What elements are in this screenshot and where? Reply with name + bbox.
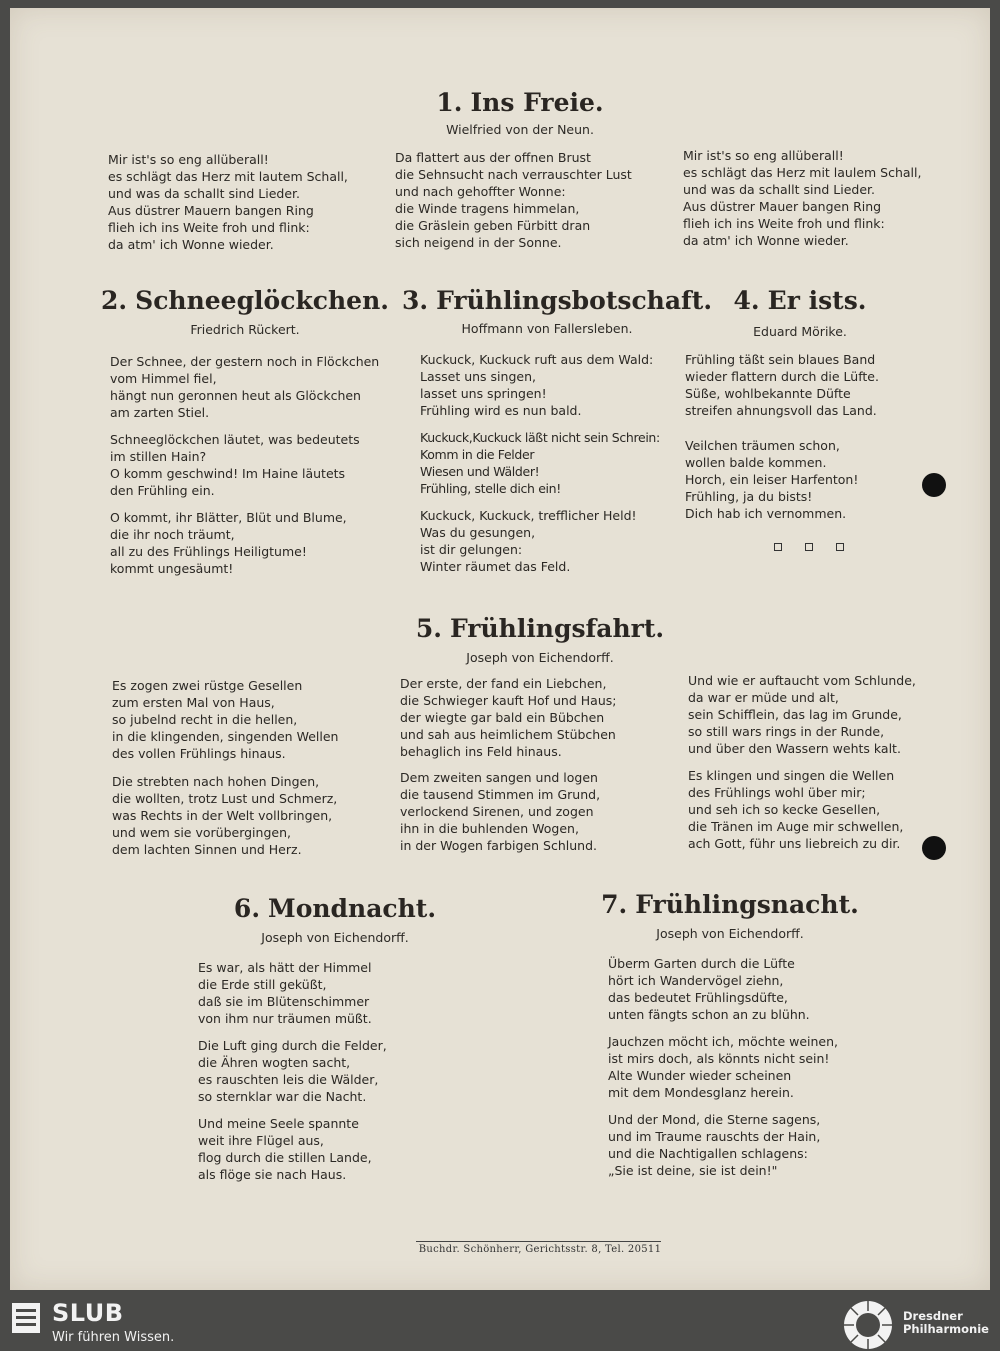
- phil-line-1: Dresdner: [903, 1309, 963, 1323]
- poem-7-stanza: Jauchzen möcht ich, möchte weinen, ist mirs doch, als könnts nicht sein! Alte Wunder wieder scheinen mit dem Mondesglanz herein.: [608, 1034, 838, 1100]
- poem-6-title: 6. Mondnacht.: [233, 894, 437, 923]
- poem-1-column: Mir ist's so eng allüberall! es schlägt das Herz mit lautem Schall, und was da schallt sind Lieder. Aus düstrer Mauern bangen Ring flieh ich ins Weite froh und flink: da atm' ich Wonne wieder.: [108, 152, 348, 252]
- poem-1-column: Mir ist's so eng allüberall! es schlägt das Herz mit laulem Schall, und was da schallt sind Lieder. Aus düstrer Mauer bangen Ring flieh ich ins Weite froh und flink: da atm' ich Wonne wieder.: [683, 148, 922, 248]
- poem-1-author: Wielfried von der Neun.: [446, 122, 594, 137]
- slub-tagline: Wir führen Wissen.: [52, 1330, 175, 1345]
- slub-logo-icon: [12, 1303, 40, 1333]
- poem-2-title: 2. Schneeglöckchen.: [101, 286, 389, 315]
- poem-4-stanza: Frühling täßt sein blaues Band wieder flattern durch die Lüfte. Süße, wohlbekannte Düfte streifen ahnungsvoll das Land.: [685, 352, 879, 418]
- poem-7-author: Joseph von Eichendorff.: [656, 926, 804, 941]
- poem-5-title: 5. Frühlingsfahrt.: [415, 614, 665, 643]
- poem-4-stanza: Veilchen träumen schon, wollen balde kommen. Horch, ein leiser Harfenton! Frühling, ja du bists! Dich hab ich vernommen.: [685, 438, 859, 521]
- poem-2-author: Friedrich Rückert.: [190, 322, 300, 337]
- philharmonie-logo-icon: [842, 1299, 894, 1351]
- poem-7-stanza: Überm Garten durch die Lüfte hört ich Wandervögel ziehn, das bedeutet Frühlingsdüfte, unten fängts schon an zu blühn.: [608, 956, 810, 1022]
- poem-3-stanza: Kuckuck, Kuckuck ruft aus dem Wald: Lasset uns singen, lasset uns springen! Frühling wird es nun bald.: [420, 352, 654, 418]
- slub-name[interactable]: SLUB: [52, 1299, 124, 1327]
- poem-5-stanza: Und wie er auftaucht vom Schlunde, da war er müde und alt, sein Schifflein, das lag im Grunde, so still wars rings in der Runde, und über den Wassern wehts kalt.: [688, 673, 916, 756]
- poem-3-stanza: Kuckuck,Kuckuck läßt nicht sein Schrein: Komm in die Felder Wiesen und Wälder! Frühling, stelle dich ein!: [420, 430, 660, 496]
- poem-3-title: 3. Frühlingsbotschaft.: [402, 286, 713, 315]
- poem-2-stanza: O kommt, ihr Blätter, Blüt und Blume, die ihr noch träumt, all zu des Frühlings Heiligtume! kommt ungesäumt!: [110, 510, 347, 576]
- ornament-square: [805, 543, 813, 551]
- poem-5-stanza: Die strebten nach hohen Dingen, die wollten, trotz Lust und Schmerz, was Rechts in der Welt vollbringen, und wem sie vorübergingen, dem lachten Sinnen und Herz.: [112, 774, 338, 857]
- poem-5-stanza: Dem zweiten sangen und logen die tausend Stimmen im Grund, verlockend Sirenen, und zogen ihn in die buhlenden Wogen, in der Wogen farbigen Schlund.: [400, 770, 601, 853]
- poem-6-stanza: Es war, als hätt der Himmel die Erde still geküßt, daß sie im Blütenschimmer von ihm nur träumen müßt.: [198, 960, 372, 1026]
- punch-hole: [922, 836, 946, 860]
- poem-4-title: 4. Er ists.: [733, 286, 867, 315]
- ornament-square: [836, 543, 844, 551]
- poem-7-stanza: Und der Mond, die Sterne sagens, und im Traume rauschts der Hain, und die Nachtigallen schlagens: „Sie ist deine, sie ist dein!": [608, 1112, 821, 1178]
- poem-5-stanza: Der erste, der fand ein Liebchen, die Schwieger kauft Hof und Haus; der wiegte gar bald ein Bübchen und sah aus heimlichem Stübchen behaglich ins Feld hinaus.: [400, 676, 617, 759]
- poem-1-title: 1. Ins Freie.: [436, 88, 604, 117]
- poem-5-author: Joseph von Eichendorff.: [466, 650, 614, 665]
- phil-line-2: Philharmonie: [903, 1322, 989, 1336]
- printer-imprint: Buchdr. Schönherr, Gerichtsstr. 8, Tel. 20511: [418, 1244, 662, 1255]
- poem-2-stanza: Der Schnee, der gestern noch in Flöckchen vom Himmel fiel, hängt nun geronnen heut als Glöckchen am zarten Stiel.: [110, 354, 380, 420]
- poem-2-stanza: Schneeglöckchen läutet, was bedeutets im stillen Hain? O komm geschwind! Im Haine läutets den Frühling ein.: [110, 432, 360, 498]
- poem-5-stanza: Es zogen zwei rüstge Gesellen zum ersten Mal von Haus, so jubelnd recht in die hellen, in die klingenden, singenden Wellen des vollen Frühlings hinaus.: [112, 678, 339, 761]
- poem-6-author: Joseph von Eichendorff.: [261, 930, 409, 945]
- poem-1-column: Da flattert aus der offnen Brust die Sehnsucht nach verrauschter Lust und nach gehoffter Wonne: die Winde tragens himmelan, die Gräslein geben Fürbitt dran sich neigend in der Sonne.: [395, 150, 632, 250]
- philharmonie-name[interactable]: [903, 1310, 989, 1336]
- printer-rule: [416, 1241, 661, 1242]
- poem-3-author: Hoffmann von Fallersleben.: [461, 321, 633, 336]
- poem-6-stanza: Und meine Seele spannte weit ihre Flügel aus, flog durch die stillen Lande, als flöge sie nach Haus.: [198, 1116, 372, 1182]
- ornament-square: [774, 543, 782, 551]
- poem-5-stanza: Es klingen und singen die Wellen des Frühlings wohl über mir; und seh ich so kecke Gesellen, die Tränen im Auge mir schwellen, ach Gott, führ uns liebreich zu dir.: [688, 768, 904, 851]
- punch-hole: [922, 473, 946, 497]
- poem-4-author: Eduard Mörike.: [753, 324, 847, 339]
- poem-7-title: 7. Frühlingsnacht.: [601, 890, 859, 919]
- program-page: [10, 8, 990, 1290]
- poem-6-stanza: Die Luft ging durch die Felder, die Ähren wogten sacht, es rauschten leis die Wälder, so sternklar war die Nacht.: [198, 1038, 387, 1104]
- poem-3-stanza: Kuckuck, Kuckuck, trefflicher Held! Was du gesungen, ist dir gelungen: Winter räumet das Feld.: [420, 508, 637, 574]
